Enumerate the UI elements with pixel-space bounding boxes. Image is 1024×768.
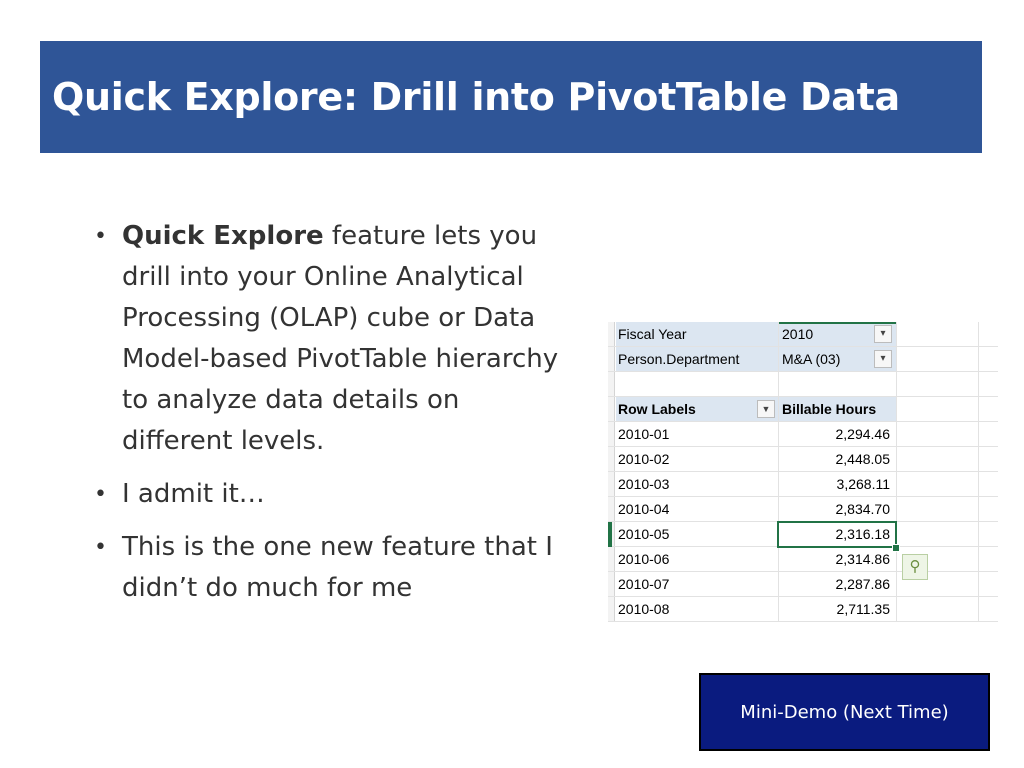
pivot-header-row [608, 397, 998, 422]
mini-demo-button[interactable] [699, 673, 990, 751]
row-value[interactable]: 2,834.70 [835, 501, 890, 517]
filter-field: Person.Department [618, 351, 740, 367]
bullet-item [92, 474, 562, 515]
empty-row [608, 372, 998, 397]
row-value[interactable]: 3,268.11 [836, 476, 890, 492]
filter-icon[interactable]: ▾ [874, 325, 892, 343]
row-value[interactable]: 2,448.05 [835, 451, 890, 467]
row-value[interactable]: 2,711.35 [836, 601, 890, 617]
row-label: 2010-08 [618, 601, 670, 617]
bullet-dot-icon: • [94, 482, 107, 507]
magnifier-icon[interactable]: ⚲ [902, 554, 928, 580]
bullet-list [92, 216, 562, 621]
row-value[interactable]: 2,287.86 [835, 576, 890, 592]
row-label: 2010-07 [618, 576, 670, 592]
filter-field: Fiscal Year [618, 326, 687, 342]
row-labels-header: Row Labels [618, 401, 696, 417]
table-row [608, 447, 998, 472]
excel-pivot-screenshot [608, 322, 998, 622]
selected-cell[interactable] [777, 521, 897, 548]
row-label: 2010-06 [618, 551, 670, 567]
bullet-item [92, 527, 562, 609]
row-label: 2010-05 [618, 526, 670, 542]
values-header: Billable Hours [782, 401, 877, 417]
bullet-item [92, 216, 562, 462]
filter-value: M&A (03) [782, 351, 841, 367]
dropdown-arrow-icon[interactable]: ▼ [757, 400, 775, 418]
table-row [608, 597, 998, 622]
row-value[interactable]: 2,294.46 [835, 426, 890, 442]
table-row [608, 422, 998, 447]
bullet-dot-icon: • [94, 224, 107, 249]
filter-row [608, 347, 998, 372]
active-row-marker [608, 522, 612, 547]
bullet-text: I admit it… [122, 479, 265, 509]
row-label: 2010-04 [618, 501, 670, 517]
row-label: 2010-01 [618, 426, 670, 442]
row-value[interactable]: 2,316.18 [835, 526, 890, 542]
mini-demo-label: Mini-Demo (Next Time) [740, 701, 949, 723]
bullet-dot-icon: • [94, 535, 107, 560]
table-row [608, 547, 998, 572]
table-row [608, 572, 998, 597]
bullet-bold-text: Quick Explore [122, 221, 324, 251]
row-label: 2010-03 [618, 476, 670, 492]
table-row [608, 497, 998, 522]
filter-icon[interactable]: ▾ [874, 350, 892, 368]
slide-title: Quick Explore: Drill into PivotTable Data [52, 75, 900, 119]
row-label: 2010-02 [618, 451, 670, 467]
table-row [608, 472, 998, 497]
filter-row [608, 322, 998, 347]
title-bar [40, 41, 982, 153]
row-value[interactable]: 2,314.86 [835, 551, 890, 567]
bullet-text: This is the one new feature that I didn’t do much for me [122, 532, 553, 603]
filter-value: 2010 [782, 326, 814, 342]
fill-handle[interactable] [892, 544, 900, 552]
bullet-text: feature lets you drill into your Online Analytical Processing (OLAP) cube or Data Model-based PivotTable hierarchy to analyze data details on different levels. [122, 221, 559, 456]
